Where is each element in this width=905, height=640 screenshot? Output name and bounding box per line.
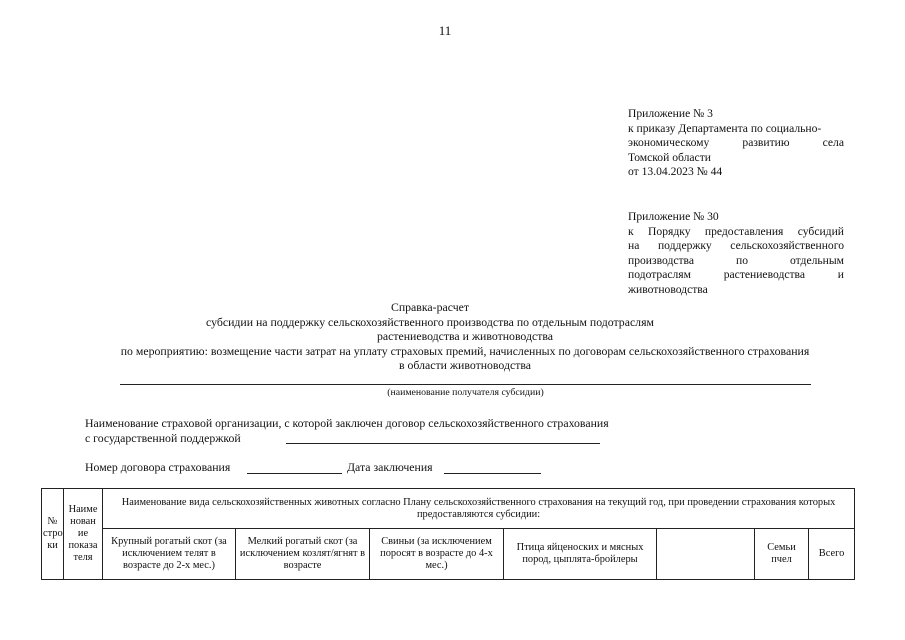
- recipient-name-line: [120, 384, 811, 385]
- appendix-30-line: на поддержку сельскохозяйственного: [628, 239, 844, 253]
- appendix-3-line: к приказу Департамента по социально-: [628, 121, 822, 135]
- insurer-label-cont: с государственной поддержкой: [85, 431, 241, 445]
- appendix-30-line: к Порядку предоставления субсидий: [628, 224, 844, 238]
- appendix-3-line: Приложение № 3: [628, 107, 713, 120]
- contract-date-label: Дата заключения: [347, 460, 433, 474]
- title-line: растениеводства и животноводства: [376, 329, 554, 344]
- col-header-bee-colonies: Семьи пчел: [755, 529, 809, 580]
- title-heading: Справка-расчет: [390, 300, 470, 314]
- title-line: в области животноводства: [398, 358, 532, 373]
- appendix-30-line: Приложение № 30: [628, 210, 719, 223]
- page-number: 11: [438, 23, 452, 38]
- col-header-small-cattle: Мелкий рогатый скот (за исключением козлят/ягнят в возрасте: [236, 529, 370, 580]
- contract-number-label: Номер договора страхования: [85, 460, 231, 474]
- title-line: субсидии на поддержку сельскохозяйственного производства по отдельным подотраслям: [206, 314, 654, 329]
- col-header-indicator-name: Наиме нован ие показа теля: [64, 489, 103, 580]
- recipient-caption: (наименование получателя субсидии): [387, 387, 544, 398]
- appendix-30-line: животноводства: [628, 282, 708, 296]
- contract-number-field[interactable]: [247, 473, 342, 474]
- col-header-cattle: Крупный рогатый скот (за исключением телят в возрасте до 2-х мес.): [103, 529, 236, 580]
- appendix-30-line: подотраслям растениеводства и: [628, 268, 844, 282]
- title-line: по мероприятию: возмещение части затрат на уплату страховых премий, начисленных по договорам сельскохозяйственного страхования: [120, 343, 810, 358]
- col-header-blank: [657, 529, 755, 580]
- col-header-total: Всего: [809, 529, 855, 580]
- subsidy-table: [41, 488, 855, 580]
- animal-types-group-header: Наименование вида сельскохозяйственных животных согласно Плану сельскохозяйственного страхования на текущий год, при проведении страхования которых предоставляются субсидии:: [103, 489, 855, 529]
- document-title: [80, 300, 850, 373]
- appendix-3-line: от 13.04.2023 № 44: [628, 165, 723, 179]
- appendix-3-block: [628, 107, 844, 180]
- appendix-3-line: экономическому развитию села: [628, 136, 844, 150]
- insurer-label: Наименование страховой организации, с которой заключен договор сельскохозяйственного страхования: [85, 416, 609, 430]
- col-header-poultry: Птица яйценоских и мясных пород, цыплята-бройлеры: [504, 529, 657, 580]
- appendix-3-line: Томской области: [628, 150, 711, 164]
- col-header-row-number: № стро ки: [42, 489, 64, 580]
- insurer-name-field[interactable]: [286, 443, 600, 444]
- appendix-30-block: [628, 210, 844, 298]
- appendix-30-line: производства по отдельным: [628, 253, 844, 267]
- contract-date-field[interactable]: [444, 473, 541, 474]
- col-header-pigs: Свиньи (за исключением поросят в возрасте до 4-х мес.): [370, 529, 504, 580]
